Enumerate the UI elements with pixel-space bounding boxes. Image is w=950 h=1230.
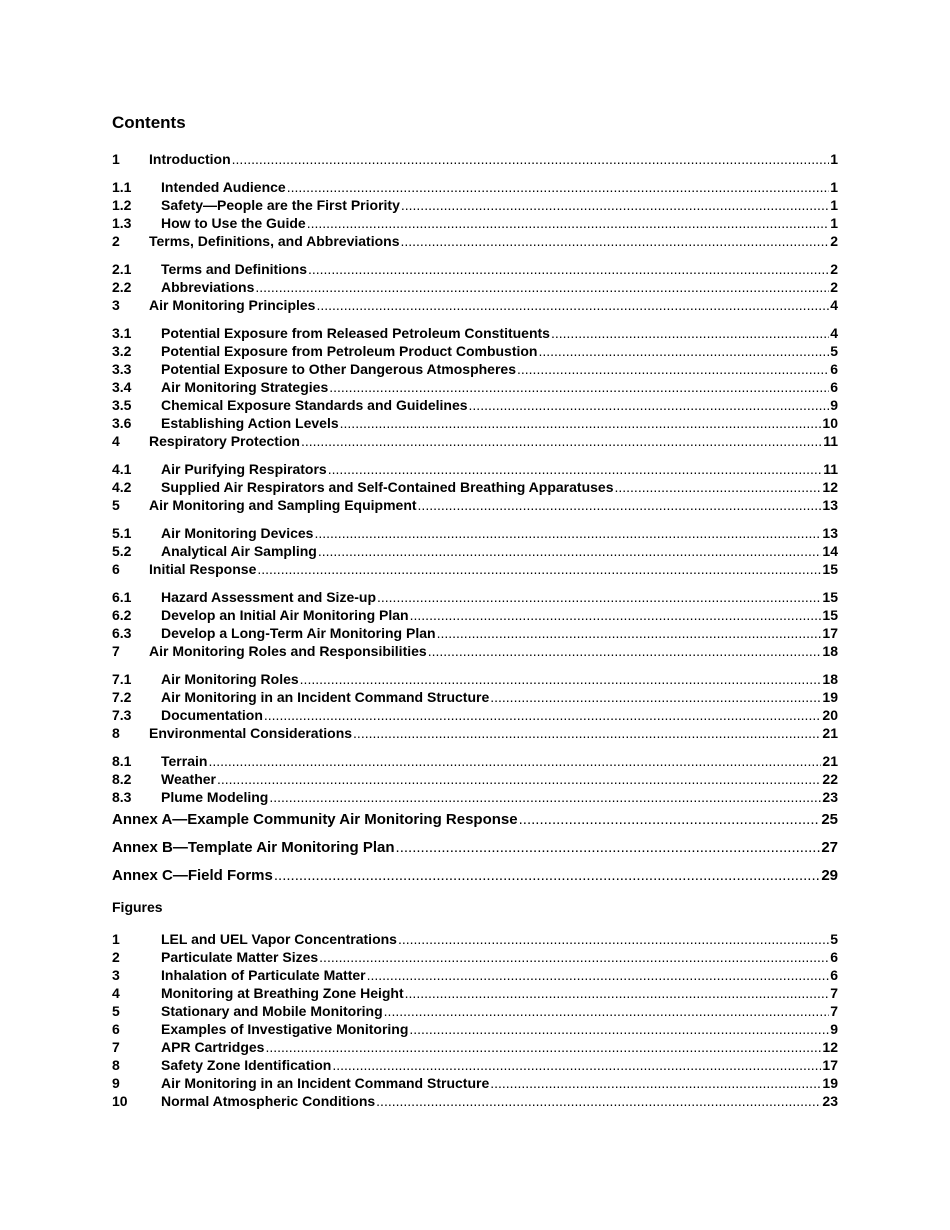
entry-title: Terrain (161, 753, 208, 769)
entry-title: Potential Exposure to Other Dangerous Atmospheres (161, 361, 516, 377)
toc-entry[interactable] (112, 432, 838, 450)
toc-entry[interactable] (112, 214, 838, 232)
entry-number: 3 (112, 297, 120, 313)
page-number: 18 (822, 671, 838, 687)
entry-number: 1.3 (112, 215, 132, 231)
entry-number: 5.2 (112, 543, 132, 559)
entry-number: 4.1 (112, 461, 132, 477)
toc-entry[interactable] (112, 606, 838, 624)
entry-number: 2.1 (112, 261, 132, 277)
entry-title: LEL and UEL Vapor Concentrations (161, 931, 397, 947)
dot-leader (332, 1056, 821, 1074)
figure-entry[interactable] (112, 1038, 838, 1056)
entry-title: Documentation (161, 707, 263, 723)
dot-leader (255, 278, 829, 296)
annex-entry[interactable] (112, 806, 838, 834)
toc-entry[interactable] (112, 642, 838, 660)
page-number: 1 (830, 197, 838, 213)
dot-leader (384, 1002, 830, 1020)
entry-title: Air Monitoring Strategies (161, 379, 329, 395)
entry-title: Analytical Air Sampling (161, 543, 317, 559)
toc-entry[interactable] (112, 232, 838, 250)
entry-number: 1.2 (112, 197, 132, 213)
entry-number: 1 (112, 931, 120, 947)
page-number: 2 (830, 233, 838, 249)
toc-entry[interactable] (112, 688, 838, 706)
toc-entry[interactable] (112, 260, 838, 278)
page-number: 12 (822, 1039, 838, 1055)
entry-title: Terms and Definitions (161, 261, 307, 277)
entry-title: Monitoring at Breathing Zone Height (161, 985, 404, 1001)
toc-entry[interactable] (112, 396, 838, 414)
page-number: 19 (822, 1075, 838, 1091)
entry-number: 6 (112, 561, 120, 577)
page-number: 27 (821, 839, 838, 856)
dot-leader (437, 624, 822, 642)
dot-leader (217, 770, 821, 788)
page-number: 1 (830, 179, 838, 195)
toc-entry[interactable] (112, 624, 838, 642)
toc-entry[interactable] (112, 524, 838, 542)
entry-number: 3.2 (112, 343, 132, 359)
page-number: 5 (830, 343, 838, 359)
page-number: 11 (823, 461, 838, 477)
page-number: 1 (830, 215, 838, 231)
dot-leader (329, 378, 829, 396)
dot-leader (307, 214, 830, 232)
dot-leader (265, 1038, 821, 1056)
toc-entry[interactable] (112, 706, 838, 724)
toc-entry[interactable] (112, 752, 838, 770)
dot-leader (208, 752, 821, 770)
toc-entry[interactable] (112, 296, 838, 314)
page-number: 15 (822, 561, 838, 577)
page-number: 29 (821, 867, 838, 884)
dot-leader (409, 1020, 829, 1038)
page-number: 6 (830, 949, 838, 965)
dot-leader (269, 788, 821, 806)
dot-leader (401, 196, 829, 214)
figure-entry[interactable] (112, 1092, 838, 1110)
entry-title: Air Monitoring and Sampling Equipment (149, 497, 417, 513)
page-number: 15 (822, 589, 838, 605)
entry-title: Establishing Action Levels (161, 415, 339, 431)
entry-title: Terms, Definitions, and Abbreviations (149, 233, 400, 249)
entry-title: Initial Response (149, 561, 257, 577)
entry-number: 7.2 (112, 689, 132, 705)
entry-number: 7 (112, 1039, 120, 1055)
entry-number: 3.5 (112, 397, 132, 413)
entry-title: Air Monitoring Roles (161, 671, 299, 687)
entry-number: 3 (112, 967, 120, 983)
entry-title: Supplied Air Respirators and Self-Contained Breathing Apparatuses (161, 479, 614, 495)
entry-title: Air Purifying Respirators (161, 461, 327, 477)
dot-leader (405, 984, 830, 1002)
entry-title: Normal Atmospheric Conditions (161, 1093, 376, 1109)
page-number: 2 (830, 279, 838, 295)
entry-title: Environmental Considerations (149, 725, 353, 741)
dot-leader (418, 496, 822, 514)
figure-entry[interactable] (112, 1056, 838, 1074)
page-number: 14 (822, 543, 838, 559)
page-number: 19 (822, 689, 838, 705)
page-number: 23 (822, 789, 838, 805)
dot-leader (319, 948, 829, 966)
entry-number: 8 (112, 1057, 120, 1073)
page-number: 4 (830, 297, 838, 313)
entry-title: Air Monitoring in an Incident Command Structure (161, 689, 490, 705)
entry-number: 3.6 (112, 415, 132, 431)
dot-leader (314, 524, 821, 542)
entry-number: 2.2 (112, 279, 132, 295)
dot-leader (328, 460, 822, 478)
entry-title: Air Monitoring Devices (161, 525, 314, 541)
toc-entry[interactable] (112, 588, 838, 606)
entry-title: Air Monitoring in an Incident Command Structure (161, 1075, 490, 1091)
entry-title: Develop an Initial Air Monitoring Plan (161, 607, 409, 623)
page-number: 25 (821, 811, 838, 828)
entry-number: 5 (112, 497, 120, 513)
entry-number: 3.3 (112, 361, 132, 377)
entry-number: 5 (112, 1003, 120, 1019)
page-number: 4 (830, 325, 838, 341)
page-number: 22 (822, 771, 838, 787)
page-number: 5 (830, 931, 838, 947)
page-title: Contents (112, 113, 186, 132)
page-number: 1 (830, 151, 838, 167)
entry-number: 8.1 (112, 753, 132, 769)
dot-leader (614, 478, 821, 496)
figure-entry[interactable] (112, 1002, 838, 1020)
entry-title: Safety Zone Identification (161, 1057, 332, 1073)
entry-title: Safety—People are the First Priority (161, 197, 400, 213)
toc-entry[interactable] (112, 414, 838, 432)
dot-leader (377, 588, 821, 606)
page-number: 13 (822, 497, 838, 513)
dot-leader (519, 806, 821, 834)
dot-leader (353, 724, 821, 742)
page-number: 21 (822, 725, 838, 741)
dot-leader (376, 1092, 821, 1110)
toc-entry[interactable] (112, 342, 838, 360)
entry-number: 5.1 (112, 525, 132, 541)
toc-entry[interactable] (112, 560, 838, 578)
dot-leader (490, 688, 821, 706)
dot-leader (400, 232, 829, 250)
dot-leader (367, 966, 830, 984)
page-number: 18 (822, 643, 838, 659)
entry-number: 6 (112, 1021, 120, 1037)
entry-number: 4 (112, 985, 120, 1001)
dot-leader (301, 432, 822, 450)
entry-number: 7.3 (112, 707, 132, 723)
entry-number: 6.3 (112, 625, 132, 641)
dot-leader (340, 414, 822, 432)
entry-title: Annex C—Field Forms (112, 867, 273, 884)
page-number: 21 (822, 753, 838, 769)
entry-number: 7.1 (112, 671, 132, 687)
toc-entry[interactable] (112, 378, 838, 396)
entry-number: 3.1 (112, 325, 132, 341)
figure-entry[interactable] (112, 984, 838, 1002)
page-number: 17 (822, 625, 838, 641)
page-number: 13 (822, 525, 838, 541)
entry-title: Potential Exposure from Petroleum Product Combustion (161, 343, 538, 359)
page-number: 7 (830, 1003, 838, 1019)
entry-number: 2 (112, 233, 120, 249)
entry-title: Annex A—Example Community Air Monitoring Response (112, 811, 518, 828)
entry-title: Introduction (149, 151, 231, 167)
entry-title: APR Cartridges (161, 1039, 265, 1055)
entry-number: 7 (112, 643, 120, 659)
page-number: 10 (822, 415, 838, 431)
entry-title: Particulate Matter Sizes (161, 949, 319, 965)
page-number: 17 (822, 1057, 838, 1073)
entry-number: 4 (112, 433, 120, 449)
page-number: 7 (830, 985, 838, 1001)
entry-title: Stationary and Mobile Monitoring (161, 1003, 383, 1019)
figure-entry[interactable] (112, 966, 838, 984)
entry-title: Respiratory Protection (149, 433, 300, 449)
toc-entry[interactable] (112, 196, 838, 214)
entry-title: Weather (161, 771, 216, 787)
figure-entry[interactable] (112, 930, 838, 948)
entry-title: Intended Audience (161, 179, 286, 195)
entry-title: Annex B—Template Air Monitoring Plan (112, 839, 395, 856)
annex-entry[interactable] (112, 862, 838, 890)
toc-entry[interactable] (112, 324, 838, 342)
entry-title: Plume Modeling (161, 789, 269, 805)
toc-entry[interactable] (112, 178, 838, 196)
contents-page (112, 112, 838, 1110)
entry-number: 1.1 (112, 179, 132, 195)
toc-entry[interactable] (112, 478, 838, 496)
toc-entry[interactable] (112, 770, 838, 788)
entry-number: 2 (112, 949, 120, 965)
page-number: 11 (823, 433, 838, 449)
entry-title: Chemical Exposure Standards and Guidelines (161, 397, 468, 413)
figures-heading: Figures (112, 899, 163, 915)
entry-number: 1 (112, 151, 120, 167)
dot-leader (396, 834, 821, 862)
entry-number: 6.2 (112, 607, 132, 623)
dot-leader (264, 706, 822, 724)
toc-list (112, 150, 838, 806)
page-number: 6 (830, 361, 838, 377)
entry-title: Develop a Long-Term Air Monitoring Plan (161, 625, 436, 641)
entry-title: Air Monitoring Roles and Responsibilities (149, 643, 427, 659)
entry-title: Abbreviations (161, 279, 255, 295)
dot-leader (308, 260, 829, 278)
entry-title: How to Use the Guide (161, 215, 306, 231)
entry-title: Hazard Assessment and Size-up (161, 589, 376, 605)
toc-entry[interactable] (112, 150, 838, 168)
dot-leader (428, 642, 822, 660)
dot-leader (490, 1074, 821, 1092)
entry-number: 8 (112, 725, 120, 741)
entry-title: Potential Exposure from Released Petroleum Constituents (161, 325, 550, 341)
dot-leader (232, 150, 830, 168)
dot-leader (410, 606, 822, 624)
page-number: 20 (822, 707, 838, 723)
toc-entry[interactable] (112, 496, 838, 514)
dot-leader (274, 862, 820, 890)
toc-entry[interactable] (112, 542, 838, 560)
figures-list (112, 930, 838, 1110)
page-number: 23 (822, 1093, 838, 1109)
entry-number: 9 (112, 1075, 120, 1091)
entry-number: 3.4 (112, 379, 132, 395)
toc-entry[interactable] (112, 460, 838, 478)
dot-leader (469, 396, 830, 414)
entry-title: Inhalation of Particulate Matter (161, 967, 366, 983)
dot-leader (316, 296, 829, 314)
dot-leader (538, 342, 829, 360)
toc-entry[interactable] (112, 788, 838, 806)
dot-leader (287, 178, 829, 196)
page-number: 9 (830, 397, 838, 413)
entry-number: 4.2 (112, 479, 132, 495)
entry-number: 8.3 (112, 789, 132, 805)
entry-number: 6.1 (112, 589, 132, 605)
dot-leader (517, 360, 829, 378)
figure-entry[interactable] (112, 1020, 838, 1038)
figure-entry[interactable] (112, 948, 838, 966)
entry-number: 10 (112, 1093, 128, 1109)
toc-entry[interactable] (112, 724, 838, 742)
dot-leader (257, 560, 821, 578)
entry-title: Air Monitoring Principles (149, 297, 316, 313)
page-number: 12 (822, 479, 838, 495)
page-number: 2 (830, 261, 838, 277)
dot-leader (318, 542, 822, 560)
dot-leader (551, 324, 829, 342)
entry-title: Examples of Investigative Monitoring (161, 1021, 409, 1037)
figure-entry[interactable] (112, 1074, 838, 1092)
dot-leader (398, 930, 829, 948)
page-number: 15 (822, 607, 838, 623)
dot-leader (300, 670, 822, 688)
annex-list (112, 806, 838, 890)
page-number: 9 (830, 1021, 838, 1037)
toc-entry[interactable] (112, 360, 838, 378)
page-number: 6 (830, 379, 838, 395)
page-number: 6 (830, 967, 838, 983)
toc-entry[interactable] (112, 278, 838, 296)
entry-number: 8.2 (112, 771, 132, 787)
toc-entry[interactable] (112, 670, 838, 688)
annex-entry[interactable] (112, 834, 838, 862)
